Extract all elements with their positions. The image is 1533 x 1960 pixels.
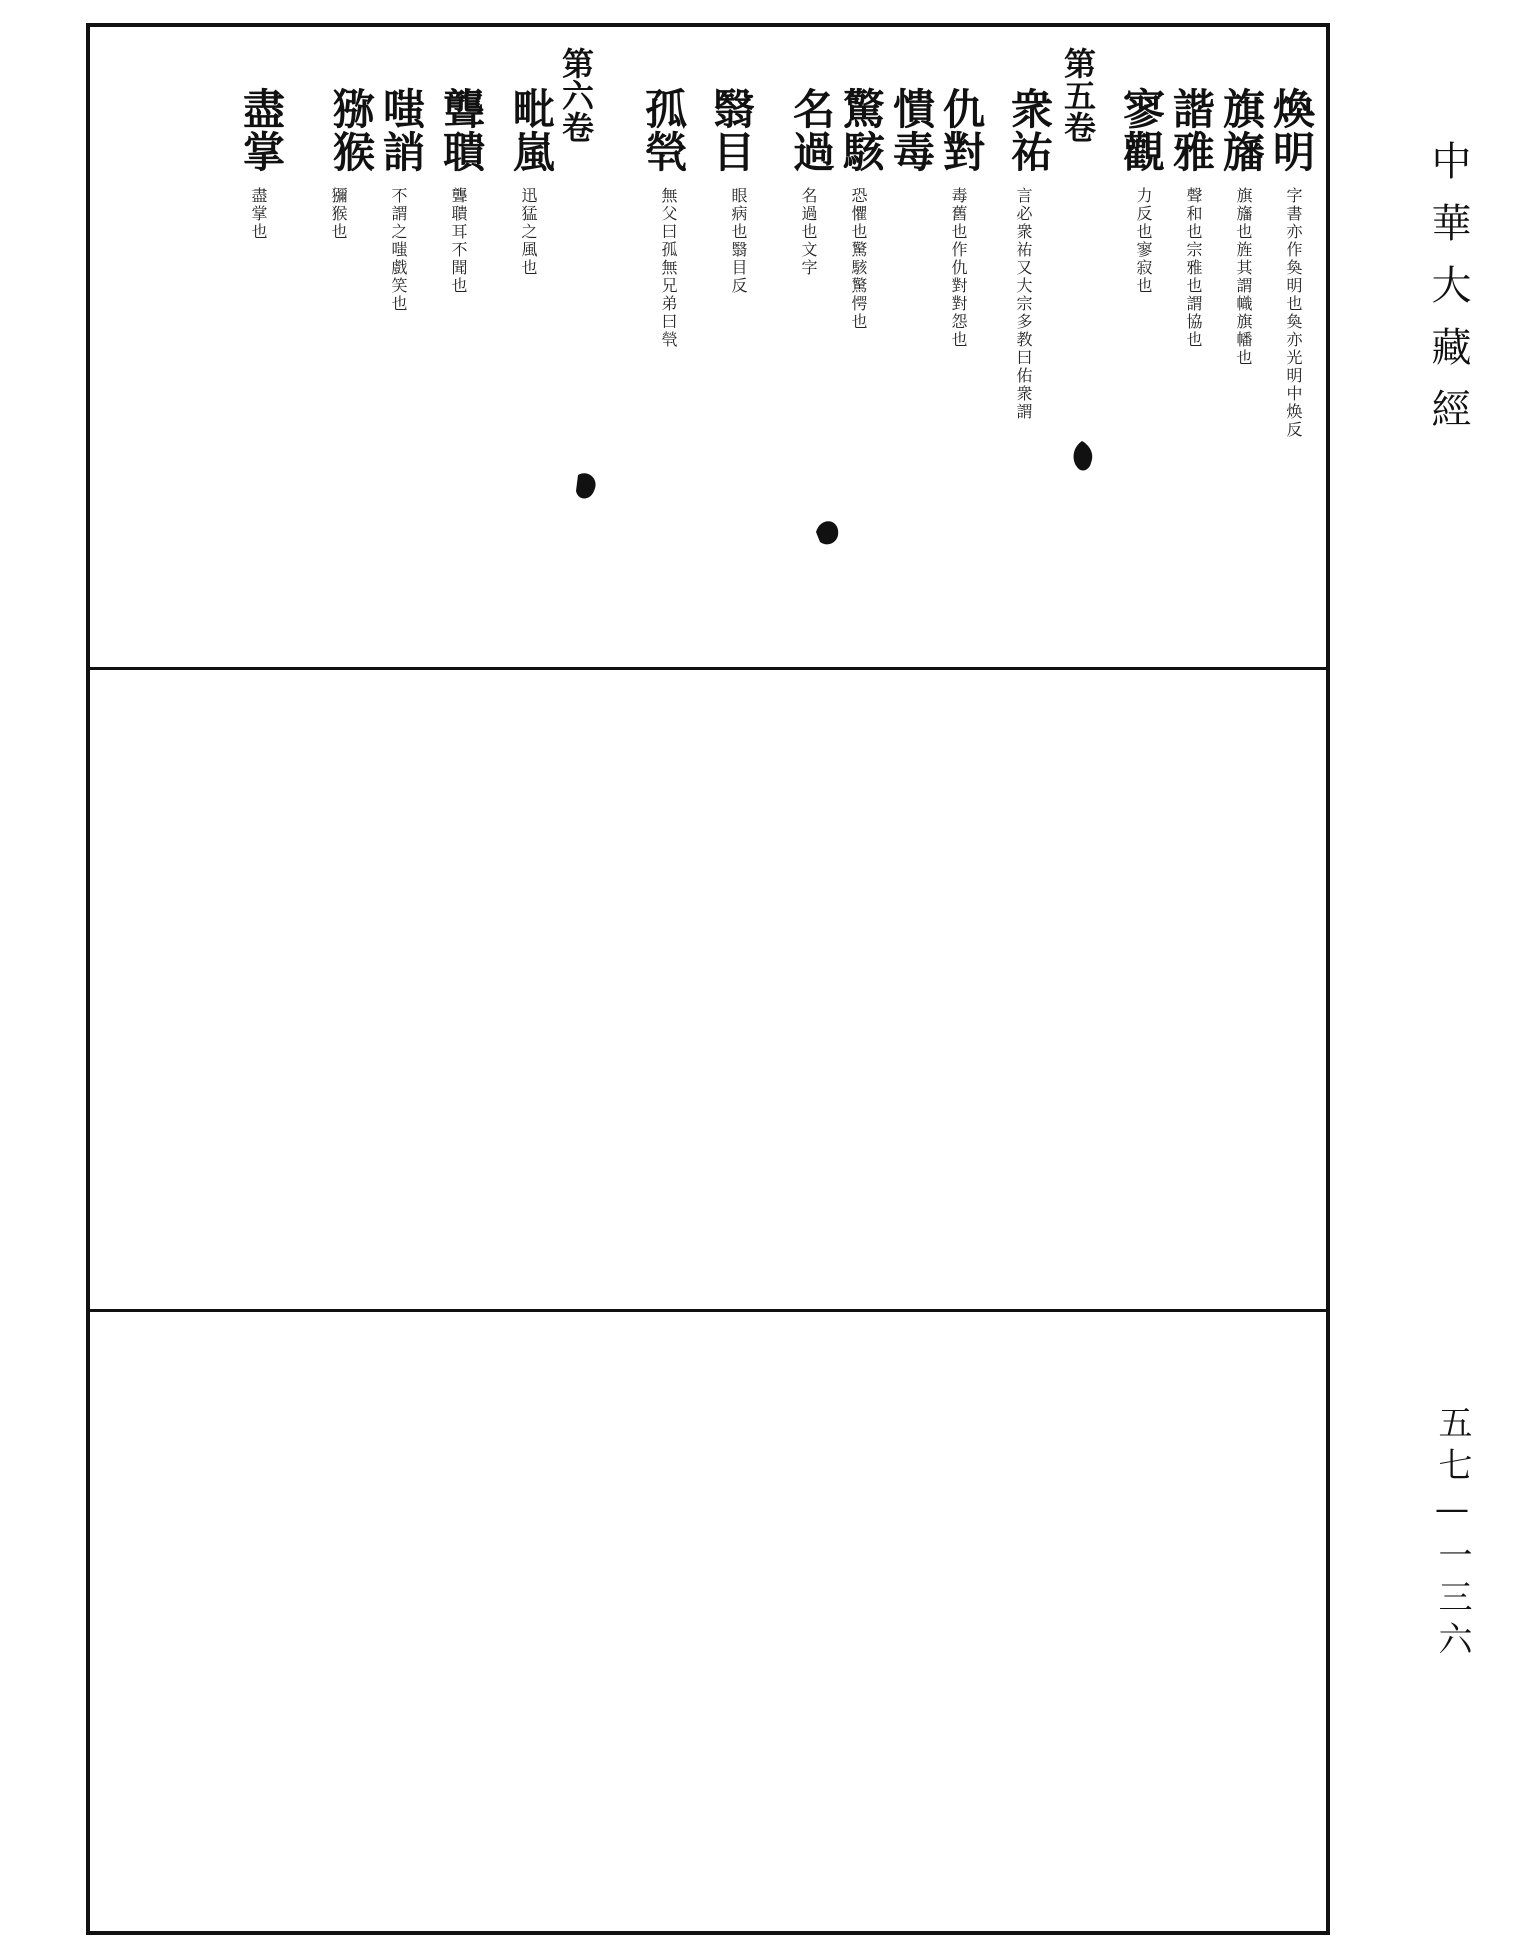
commentary: 毒舊也作仇對對怨也 [949, 187, 968, 349]
volume-heading: 第六卷 [557, 47, 595, 143]
volume-heading: 第五卷 [1059, 47, 1097, 143]
entry-head: 名過 [787, 87, 836, 173]
commentary: 名過也文字 [799, 187, 818, 277]
commentary: 聾聵耳不聞也 [449, 187, 468, 295]
commentary: 力反也寥寂也 [1134, 187, 1153, 295]
entry-head: 旗旛 [1217, 87, 1266, 173]
commentary: 恐懼也驚駭驚愕也 [849, 187, 868, 331]
entry-head: 衆祐 [1005, 87, 1054, 173]
register-middle [90, 667, 1326, 1312]
entry-head: 寥觀 [1117, 87, 1166, 173]
commentary: 聲和也宗雅也謂協也 [1184, 187, 1203, 349]
entry-head: 盡掌 [237, 87, 286, 173]
entry-head: 毗嵐 [507, 87, 556, 173]
entry-head: 猕猴 [327, 87, 376, 173]
commentary: 言必衆祐又大宗多教曰佑衆謂 [1014, 187, 1033, 421]
ornament-icon [810, 512, 844, 552]
ornament-icon [1065, 437, 1099, 477]
commentary: 盡掌也 [249, 187, 268, 241]
commentary: 獼猴也 [329, 187, 348, 241]
entry-head: 嗤誚 [377, 87, 426, 173]
commentary: 迅猛之風也 [519, 187, 538, 277]
commentary: 眼病也翳目反 [729, 187, 748, 295]
page-number: 五七—一三六 [1432, 1405, 1472, 1663]
entry-head: 驚駭 [837, 87, 886, 173]
entry-head: 憒毒 [887, 87, 936, 173]
register-bottom [90, 1309, 1326, 1934]
entry-head: 聾聵 [437, 87, 486, 173]
entry-head: 翳目 [707, 87, 756, 173]
commentary: 不謂之嗤戲笑也 [389, 187, 408, 313]
ornament-icon [570, 467, 604, 507]
entry-head: 仇對 [937, 87, 986, 173]
commentary: 無父曰孤無兄弟曰煢 [659, 187, 678, 349]
entry-head: 諧雅 [1167, 87, 1216, 173]
sutra-title: 中華大藏經 [1425, 140, 1471, 450]
register-top [90, 27, 1326, 667]
entry-head: 煥明 [1267, 87, 1316, 173]
page-frame [86, 23, 1330, 1935]
entry-head: 孤煢 [639, 87, 688, 173]
commentary: 字書亦作奐明也奐亦光明中焕反 [1284, 187, 1303, 439]
commentary: 旗旛也旌其謂幟旗幡也 [1234, 187, 1253, 367]
